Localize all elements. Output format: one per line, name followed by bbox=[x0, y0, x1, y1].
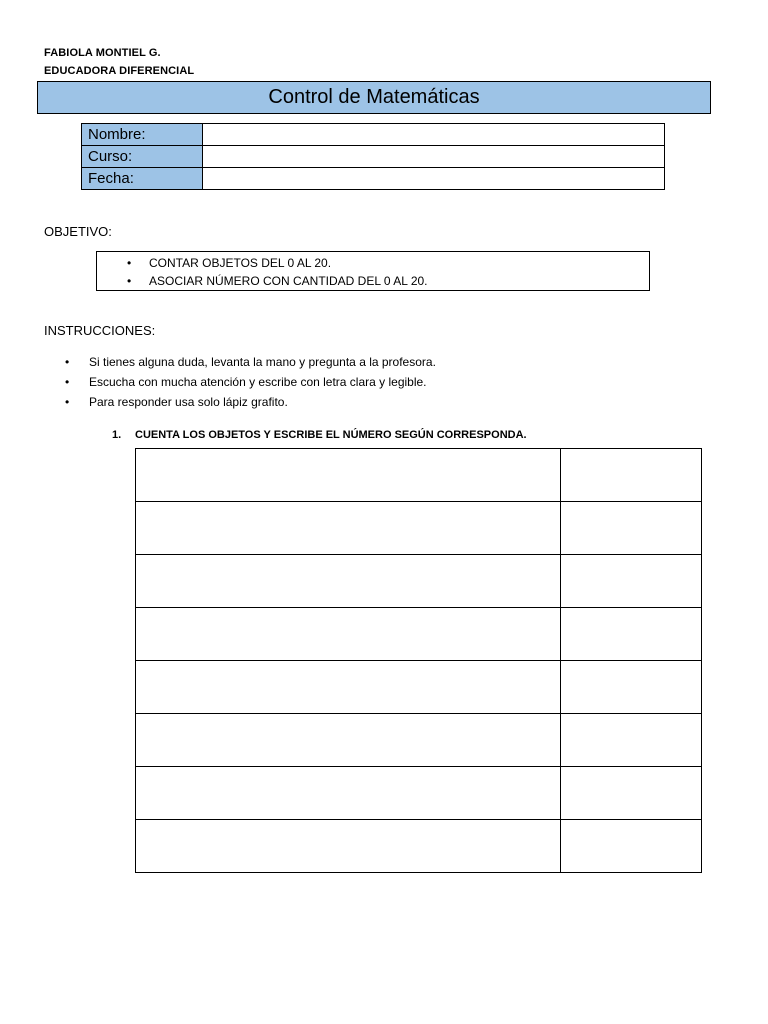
objective-item: • CONTAR OBJETOS DEL 0 AL 20. bbox=[97, 254, 649, 272]
objective-item: • ASOCIAR NÚMERO CON CANTIDAD DEL 0 AL 20. bbox=[97, 272, 649, 290]
objects-cell bbox=[136, 714, 561, 767]
instructions-list bbox=[44, 352, 436, 412]
objects-cell bbox=[136, 767, 561, 820]
fecha-label: Fecha: bbox=[82, 168, 203, 190]
instructions-heading: INSTRUCCIONES: bbox=[44, 323, 156, 338]
objective-box bbox=[96, 251, 650, 291]
curso-field[interactable] bbox=[203, 146, 665, 168]
table-row bbox=[136, 767, 702, 820]
page-title: Control de Matemáticas bbox=[37, 81, 711, 114]
instruction-item: • Para responder usa solo lápiz grafito. bbox=[44, 392, 436, 412]
answer-cell[interactable] bbox=[561, 555, 702, 608]
fecha-field[interactable] bbox=[203, 168, 665, 190]
question-1-number: 1. bbox=[112, 429, 122, 441]
question-1-text: CUENTA LOS OBJETOS Y ESCRIBE EL NÚMERO SEGÚN CORRESPONDA. bbox=[135, 429, 527, 441]
author-name: FABIOLA MONTIEL G. bbox=[44, 47, 161, 59]
objects-cell bbox=[136, 502, 561, 555]
table-row bbox=[136, 820, 702, 873]
nombre-label: Nombre: bbox=[82, 124, 203, 146]
table-row bbox=[136, 661, 702, 714]
table-row bbox=[136, 714, 702, 767]
objects-cell bbox=[136, 608, 561, 661]
objective-heading: OBJETIVO: bbox=[44, 224, 112, 239]
counting-answer-table bbox=[135, 448, 702, 873]
nombre-field[interactable] bbox=[203, 124, 665, 146]
objective-list bbox=[97, 252, 649, 290]
info-row-fecha bbox=[82, 168, 665, 190]
table-row bbox=[136, 608, 702, 661]
answer-cell[interactable] bbox=[561, 502, 702, 555]
answer-cell[interactable] bbox=[561, 714, 702, 767]
objects-cell bbox=[136, 449, 561, 502]
answer-cell[interactable] bbox=[561, 449, 702, 502]
author-role: EDUCADORA DIFERENCIAL bbox=[44, 65, 195, 77]
instruction-item: • Si tienes alguna duda, levanta la mano y pregunta a la profesora. bbox=[44, 352, 436, 372]
answer-cell[interactable] bbox=[561, 608, 702, 661]
answer-cell[interactable] bbox=[561, 661, 702, 714]
table-row bbox=[136, 449, 702, 502]
question-1-title bbox=[112, 429, 527, 441]
student-info-table bbox=[81, 123, 665, 190]
info-row-curso bbox=[82, 146, 665, 168]
instruction-item: • Escucha con mucha atención y escribe con letra clara y legible. bbox=[44, 372, 436, 392]
objects-cell bbox=[136, 820, 561, 873]
objects-cell bbox=[136, 555, 561, 608]
objects-cell bbox=[136, 661, 561, 714]
answer-cell[interactable] bbox=[561, 820, 702, 873]
answer-cell[interactable] bbox=[561, 767, 702, 820]
table-row bbox=[136, 555, 702, 608]
curso-label: Curso: bbox=[82, 146, 203, 168]
table-row bbox=[136, 502, 702, 555]
info-row-nombre bbox=[82, 124, 665, 146]
